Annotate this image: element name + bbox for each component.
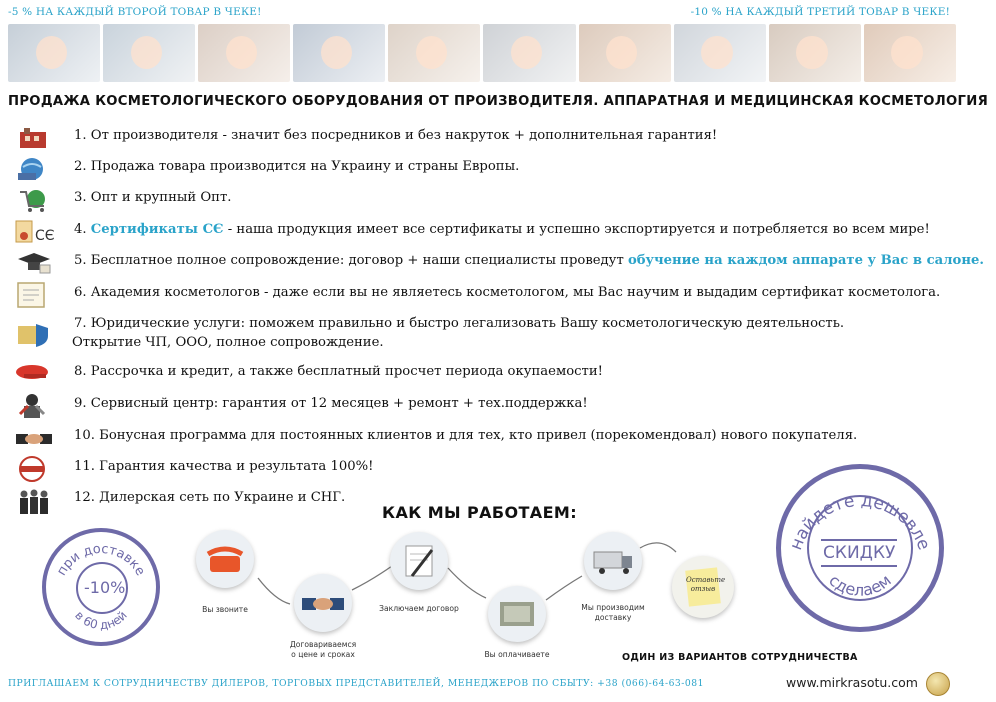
svg-text:CЄ: CЄ bbox=[35, 228, 55, 244]
benefit-item bbox=[14, 186, 974, 216]
benefit-item bbox=[14, 312, 974, 358]
cooperation-variant-note: ОДИН ИЗ ВАРИАНТОВ СОТРУДНИЧЕСТВА bbox=[622, 652, 858, 663]
benefit-text: 1. От производителя - значит без посредников и без накруток + дополнительная гарантия! bbox=[74, 128, 718, 143]
cosmetology-photo bbox=[864, 24, 956, 82]
step-negotiate-label bbox=[268, 640, 378, 660]
benefit-item bbox=[14, 281, 974, 311]
dealer-people-icon bbox=[14, 486, 56, 518]
benefit-item bbox=[14, 155, 974, 185]
stamp-bottom-text: сделаем bbox=[825, 570, 895, 600]
benefit-item bbox=[14, 124, 974, 154]
credit-card-icon bbox=[14, 360, 56, 388]
stamp-discount-value: -10% bbox=[84, 578, 126, 597]
benefit-number: 4. bbox=[74, 222, 91, 237]
benefit-text: 11. Гарантия качества и результата 100%! bbox=[74, 459, 374, 474]
delivery-truck-icon bbox=[584, 532, 642, 590]
contract-pen-icon bbox=[390, 532, 448, 590]
price-match-stamp bbox=[776, 464, 944, 632]
benefit-text bbox=[74, 222, 930, 237]
benefit-item bbox=[14, 424, 974, 454]
brand-logo-icon bbox=[926, 672, 950, 696]
guarantee-seal-icon bbox=[14, 455, 56, 483]
page-headline: ПРОДАЖА КОСМЕТОЛОГИЧЕСКОГО ОБОРУДОВАНИЯ ОТ ПРОИЗВОДИТЕЛЯ. АППАРАТНАЯ И МЕДИЦИНСКАЯ КОСМЕТОЛОГИЯ bbox=[8, 94, 989, 109]
stamp-bottom-text: в 60 дней bbox=[72, 608, 130, 633]
certificate-ce-icon bbox=[14, 218, 56, 246]
photo-strip bbox=[8, 24, 956, 82]
step-pay-label: Вы оплачиваете bbox=[484, 650, 550, 659]
benefit-text bbox=[74, 253, 984, 268]
discount-stamp bbox=[42, 528, 160, 646]
stamp-top-text: найдете дешевле bbox=[786, 490, 934, 553]
process-title: КАК МЫ РАБОТАЕМ: bbox=[382, 503, 578, 522]
handshake-icon bbox=[14, 424, 56, 452]
benefit-text: 6. Академия косметологов - даже если вы не являетесь косметологом, мы Вас научим и выдадим сертификат косметолога. bbox=[74, 285, 941, 300]
benefit-text: 3. Опт и крупный Опт. bbox=[74, 190, 232, 205]
step-contract-label: Заключаем договор bbox=[379, 604, 459, 613]
svg-text:в 60 дней bbox=[72, 608, 130, 632]
review-note-icon bbox=[672, 556, 734, 618]
svg-text:при доставке bbox=[54, 542, 147, 579]
review-note-text bbox=[686, 576, 726, 594]
benefit-text-line1: 7. Юридические услуги: поможем правильно и быстро легализовать Вашу косметологическую деятельность. bbox=[74, 316, 845, 331]
website-link[interactable]: www.mirkrasotu.com bbox=[786, 675, 918, 690]
globe-delivery-icon bbox=[14, 155, 56, 183]
cosmetology-photo bbox=[198, 24, 290, 82]
shopping-cart-globe-icon bbox=[14, 186, 56, 214]
stamp-center-text: СКИДКУ bbox=[821, 539, 897, 567]
telephone-icon bbox=[196, 530, 254, 588]
benefit-text: 9. Сервисный центр: гарантия от 12 месяцев + ремонт + тех.поддержка! bbox=[74, 396, 588, 411]
benefit-item bbox=[14, 249, 984, 279]
service-tools-icon bbox=[14, 392, 56, 420]
cosmetology-photo bbox=[769, 24, 861, 82]
promo-second-item-discount: -5 % НА КАЖДЫЙ ВТОРОЙ ТОВАР В ЧЕКЕ! bbox=[8, 6, 262, 18]
benefit-text-line2: Открытие ЧП, ООО, полное сопровождение. bbox=[72, 335, 384, 350]
benefit-text: 12. Дилерская сеть по Украине и СНГ. bbox=[74, 490, 346, 505]
cosmetology-photo bbox=[579, 24, 671, 82]
step-call-label: Вы звоните bbox=[202, 605, 248, 614]
cosmetology-photo bbox=[293, 24, 385, 82]
cosmetology-photo bbox=[8, 24, 100, 82]
svg-text:сделаем bbox=[825, 570, 895, 599]
certificates-highlight: Сертификаты CЄ bbox=[90, 222, 224, 237]
benefit-item bbox=[14, 392, 974, 422]
cosmetology-photo bbox=[103, 24, 195, 82]
dealer-invitation: ПРИГЛАШАЕМ К СОТРУДНИЧЕСТВУ ДИЛЕРОВ, ТОРГОВЫХ ПРЕДСТАВИТЕЛЕЙ, МЕНЕДЖЕРОВ ПО СБЫТУ: +38 (066)-64-63-081 bbox=[8, 678, 704, 689]
step-negotiate-label-line1: Договариваемся bbox=[289, 640, 357, 649]
cosmetology-photo bbox=[388, 24, 480, 82]
benefit-item bbox=[14, 360, 974, 390]
benefit-text: 2. Продажа товара производится на Украину и страны Европы. bbox=[74, 159, 520, 174]
step-delivery-label-line1: Мы производим bbox=[581, 603, 645, 612]
factory-icon bbox=[14, 124, 56, 152]
training-highlight: обучение на каждом аппарате у Вас в салоне. bbox=[627, 253, 984, 268]
step-negotiate-label-line2: о цене и сроках bbox=[291, 650, 355, 659]
step-delivery-label bbox=[558, 603, 668, 623]
review-note-line1: Оставьте bbox=[686, 576, 726, 584]
step-delivery-label-line2: доставку bbox=[594, 613, 632, 622]
diploma-icon bbox=[14, 281, 56, 309]
cosmetology-photo bbox=[674, 24, 766, 82]
benefit-text: 8. Рассрочка и кредит, а также бесплатный просчет периода окупаемости! bbox=[74, 364, 603, 379]
money-icon bbox=[488, 586, 546, 642]
handshake-icon bbox=[294, 574, 352, 632]
cosmetology-photo bbox=[483, 24, 575, 82]
review-note-line2: отзыв bbox=[690, 585, 716, 593]
benefit-text-head: 5. Бесплатное полное сопровождение: договор + наши специалисты проведут bbox=[74, 253, 628, 268]
graduation-cap-icon bbox=[14, 249, 56, 277]
legal-shield-icon bbox=[14, 320, 56, 348]
benefit-text: 10. Бонусная программа для постоянных клиентов и для тех, кто привел (порекомендовал) нового покупателя. bbox=[74, 428, 858, 443]
promo-third-item-discount: -10 % НА КАЖДЫЙ ТРЕТИЙ ТОВАР В ЧЕКЕ! bbox=[690, 6, 950, 18]
stamp-arc-text: при доставке bbox=[54, 541, 148, 579]
benefit-text bbox=[74, 316, 844, 350]
benefit-text-tail: - наша продукция имеет все сертификаты и успешно экспортируется и потребляется во всем мире! bbox=[223, 222, 930, 237]
benefit-item bbox=[14, 218, 974, 248]
